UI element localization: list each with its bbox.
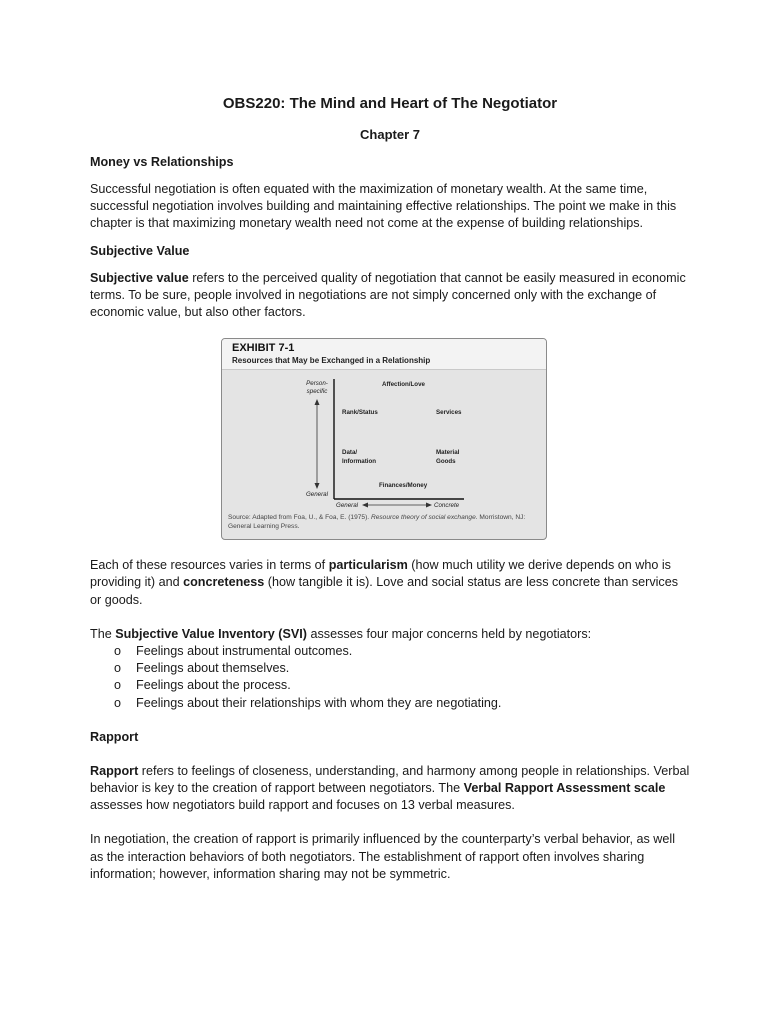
svi-item-text: Feelings about their relationships with whom they are negotiating.: [136, 695, 502, 710]
svi-lead: [90, 626, 690, 643]
exhibit-y-arrow-up-icon: [315, 399, 320, 405]
money-paragraph: Successful negotiation is often equated with the maximization of monetary wealth. At the same time, successful negotiation involves building and maintaining effective relationships. The point we make in this chapter is that maximizing monetary wealth need not come at the expense of building relationships.: [90, 182, 677, 231]
resource-services: Services: [436, 409, 462, 417]
bullet-icon: o: [114, 644, 122, 659]
exhibit-x-left-label: General: [336, 502, 359, 510]
verbal-rapport-term: Verbal Rapport Assessment scale: [463, 781, 666, 796]
particularism-text-2: (how much utility we derive depends on who is providing it) and: [90, 558, 671, 590]
rapport-text-2: assesses how negotiators build rapport and focuses on 13 verbal measures.: [90, 798, 515, 813]
exhibit-x-right-label: Concrete: [434, 502, 460, 510]
rapport-paragraph-1: [90, 763, 690, 815]
resource-rank: Rank/Status: [342, 409, 378, 417]
rapport-heading: Rapport: [90, 729, 139, 744]
particularism-text-1: Each of these resources varies in terms of: [90, 558, 329, 573]
resource-data-1: Data/: [342, 449, 358, 457]
resource-affection: Affection/Love: [382, 381, 425, 389]
list-item: [90, 677, 690, 694]
resource-data-2: Information: [342, 458, 377, 466]
list-item: [90, 695, 690, 712]
svi-list: [90, 643, 690, 712]
exhibit-y-bottom-label: General: [305, 491, 329, 499]
exhibit-y-arrow-down-icon: [315, 483, 320, 489]
bullet-icon: o: [114, 661, 122, 676]
bullet-icon: o: [114, 678, 122, 693]
svi-item-text: Feelings about the process.: [136, 678, 291, 693]
rapport-term: Rapport: [90, 763, 139, 778]
rapport-text-1: refers to feelings of closeness, understanding, and harmony among people in relationships. Verbal behavior is key to the creation of rapport between negotiators. The: [90, 763, 690, 796]
subjective-value-paragraph: [90, 270, 690, 322]
document-content: [90, 94, 690, 883]
subjective-value-term: Subjective value: [90, 270, 189, 285]
concreteness-term: concreteness: [183, 575, 265, 590]
exhibit-source-prefix: Source: Adapted from Foa, U., & Foa, E. (1975).: [228, 514, 371, 522]
chapter-heading: Chapter 7: [360, 127, 420, 142]
resource-finances: Finances/Money: [379, 482, 428, 490]
exhibit-x-arrow-left-icon: [362, 503, 368, 508]
svi-item-text: Feelings about themselves.: [136, 661, 290, 676]
particularism-text-3: (how tangible it is). Love and social status are less concrete than services or goods.: [90, 575, 679, 607]
svi-lead-the: The: [90, 626, 116, 641]
particularism-paragraph: [90, 557, 690, 609]
bullet-icon: o: [114, 695, 122, 710]
exhibit-source-suffix: . Morristown, NJ: General Learning Press.: [228, 514, 526, 531]
exhibit-source: [228, 513, 544, 531]
list-item: [90, 643, 690, 660]
exhibit-subtitle: Resources that May be Exchanged in a Relationship: [232, 356, 431, 366]
document-title: OBS220: The Mind and Heart of The Negotiator: [222, 95, 558, 112]
exhibit-y-top-label-2: specific: [306, 388, 328, 396]
resource-goods-1: Material: [436, 449, 460, 457]
exhibit-x-arrow-right-icon: [426, 503, 432, 508]
exhibit-figure: [221, 338, 547, 540]
rapport-paragraph-2: In negotiation, the creation of rapport is primarily influenced by the counterparty’s verbal behavior, as well as the interaction behaviors of both negotiators. The establishment of rapport often involves sharing information; however, information sharing may not be symmetric.: [90, 832, 676, 881]
subjective-value-text: refers to the perceived quality of negotiation that cannot be easily measured in economic terms. To be sure, people involved in negotiations are not simply concerned only with the exchange of economic value, but also other factors.: [90, 270, 686, 320]
svi-item-text: Feelings about instrumental outcomes.: [136, 644, 353, 659]
money-heading: Money vs Relationships: [90, 155, 234, 169]
exhibit-y-top-label-1: Person-: [306, 380, 328, 388]
svi-term: Subjective Value Inventory (SVI): [115, 626, 307, 641]
list-item: [90, 660, 690, 677]
exhibit-title: EXHIBIT 7-1: [232, 342, 295, 355]
resource-goods-2: Goods: [436, 458, 456, 466]
exhibit-source-title: Resource theory of social exchange: [370, 514, 476, 522]
particularism-term: particularism: [328, 558, 408, 573]
svi-lead-text: assesses four major concerns held by negotiators:: [306, 626, 592, 641]
exhibit-diagram: [222, 339, 547, 540]
subjective-value-heading: Subjective Value: [90, 243, 190, 258]
